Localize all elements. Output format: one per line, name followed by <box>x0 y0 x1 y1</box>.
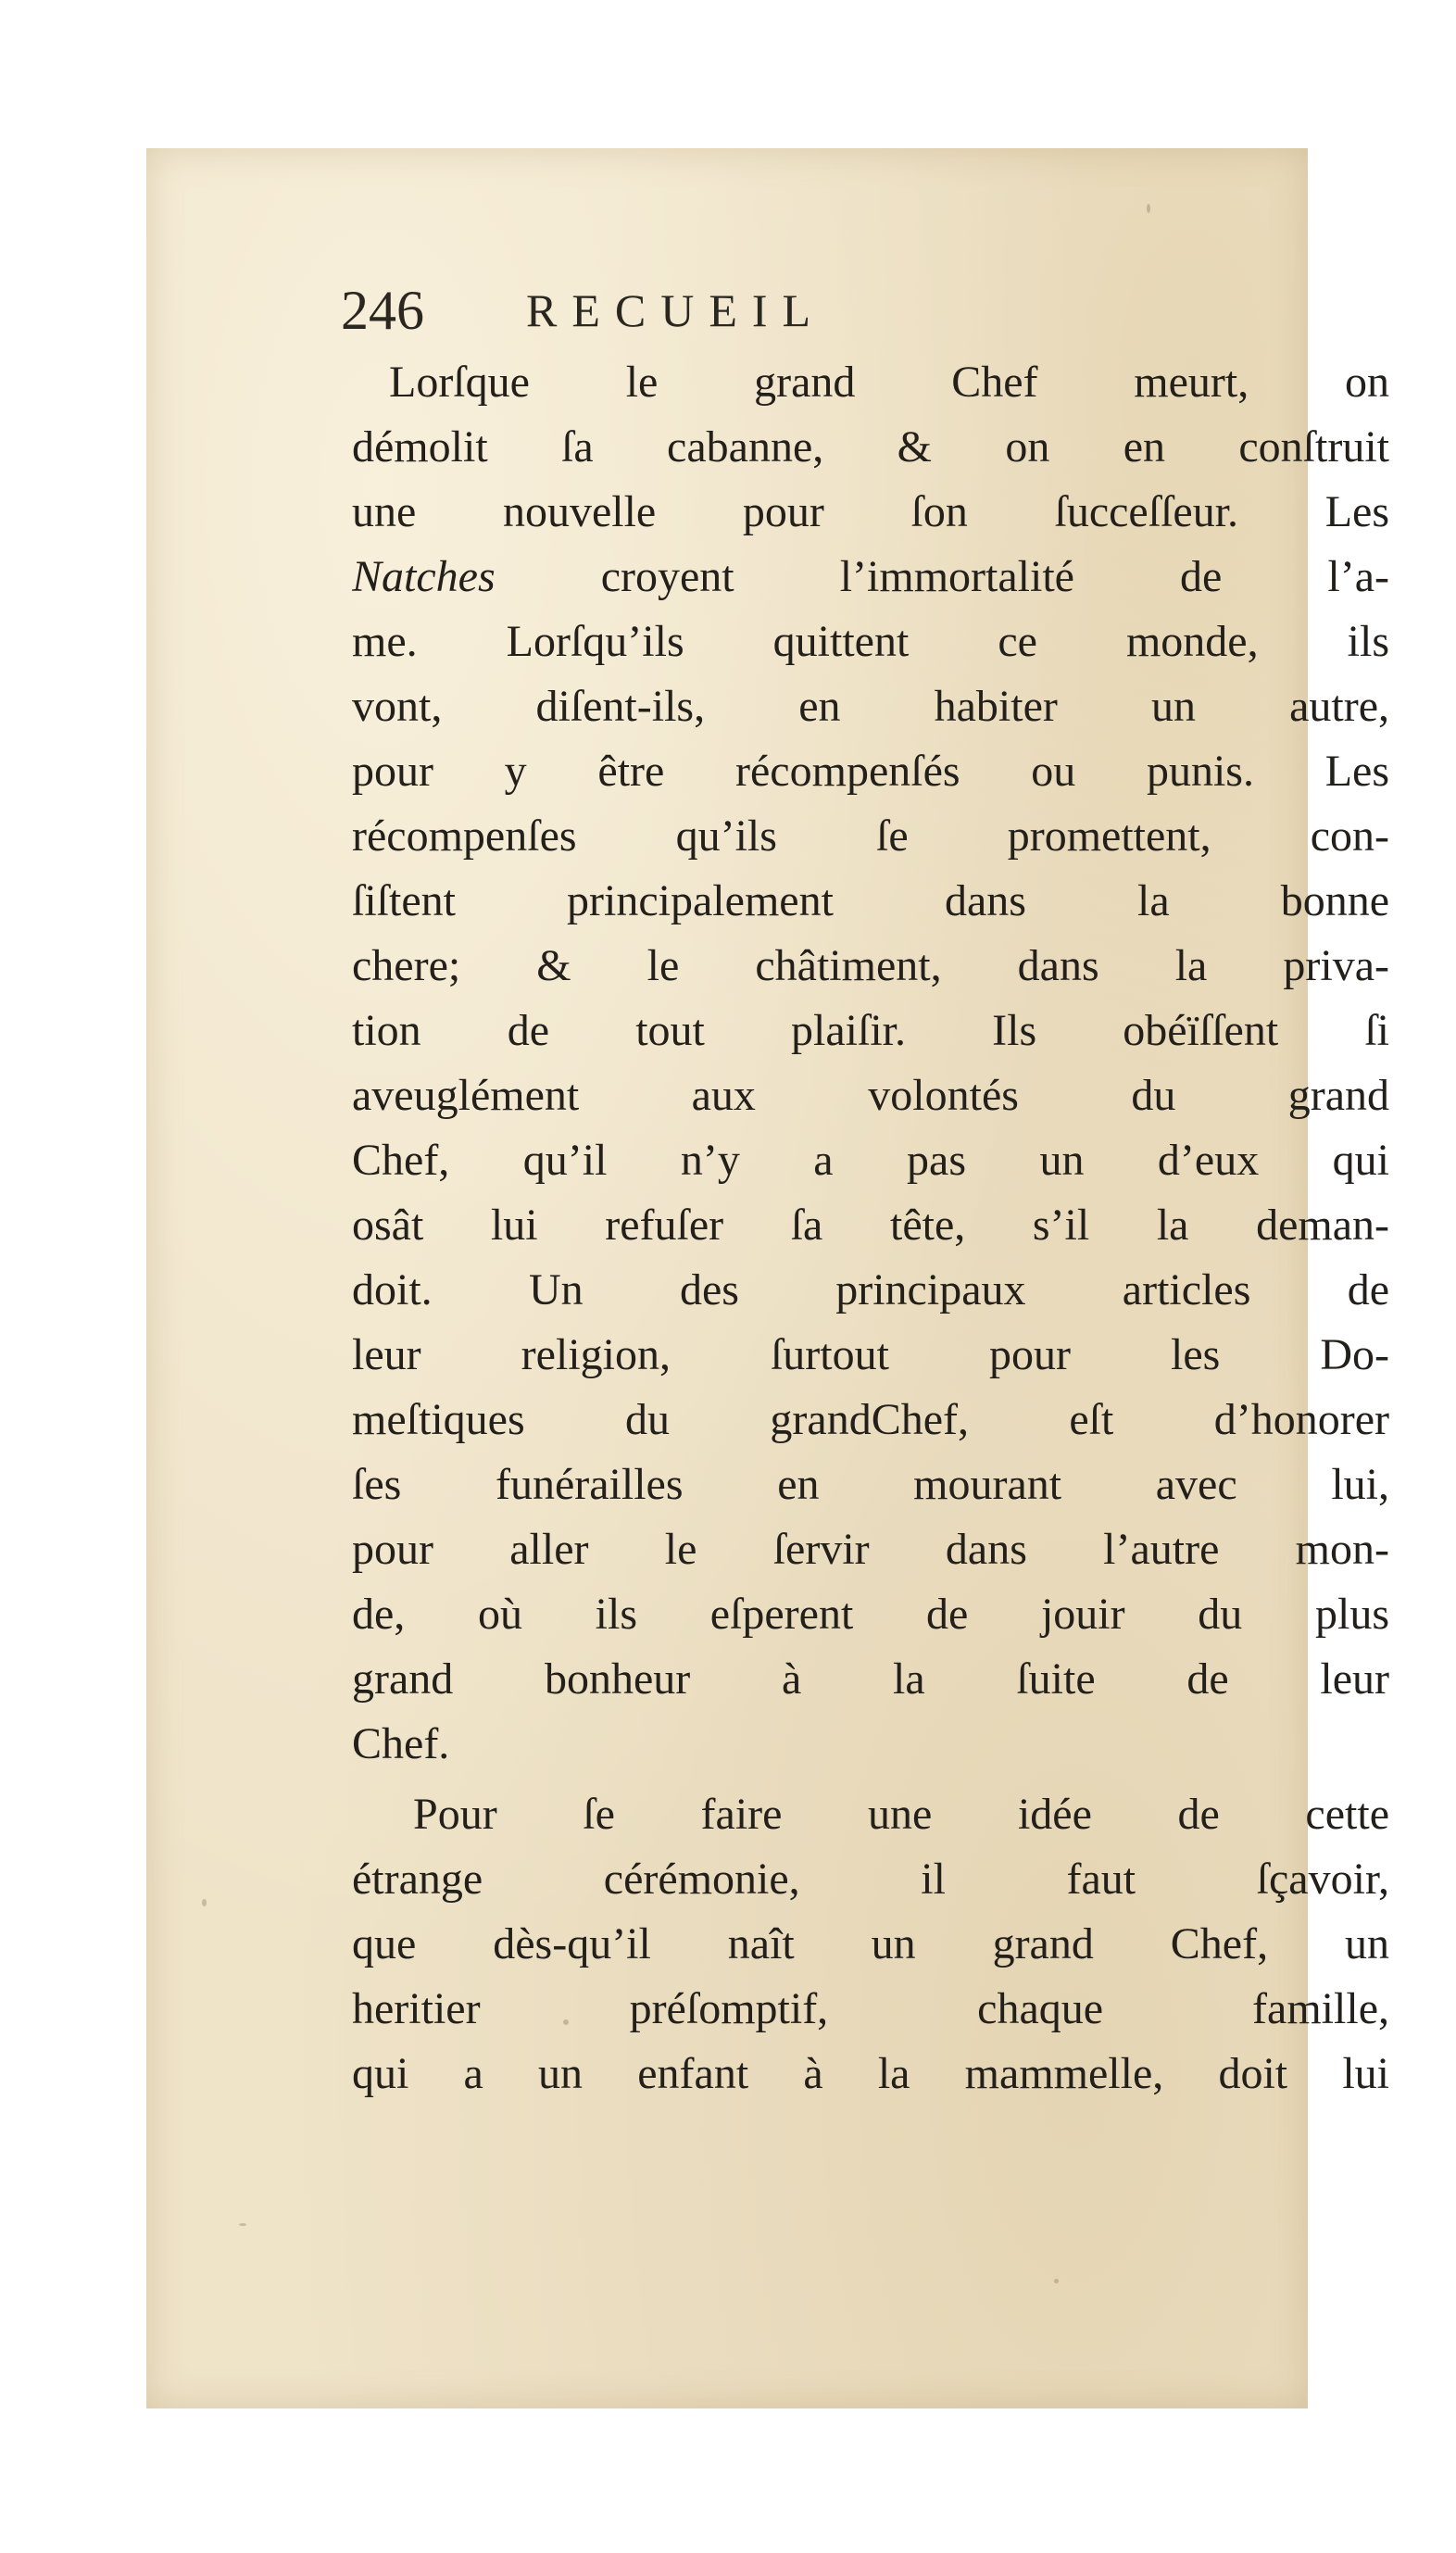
text-line: de, où ils eſperent de jouir du plus <box>352 1590 1389 1639</box>
text-line: leur religion, ſurtout pour les Do- <box>352 1330 1389 1379</box>
text-line: doit. Un des principaux articles de <box>352 1265 1389 1314</box>
text-line: qui a un enfant à la mammelle, doit lui <box>352 2049 1389 2098</box>
page-number: 246 <box>341 280 424 341</box>
text-line: démolit ſa cabanne, & on en conſtruit <box>352 422 1389 472</box>
paragraph-1 <box>352 350 1389 1777</box>
text-line: meſtiques du grandChef, eſt d’honorer <box>352 1395 1389 1444</box>
text-line: ſiſtent principalement dans la bonne <box>352 876 1389 925</box>
text-line: Natches croyent l’immortalité de l’a- <box>352 552 1389 601</box>
text-line: Chef, qu’il n’y a pas un d’eux qui <box>352 1136 1389 1185</box>
running-title: RECUEIL <box>526 284 826 336</box>
paper-speck <box>1147 204 1150 213</box>
body-text <box>352 350 1389 2107</box>
text-line: récompenſes qu’ils ſe promettent, con- <box>352 811 1389 861</box>
book-page <box>146 148 1389 2408</box>
text-line: osât lui refuſer ſa tête, s’il la deman- <box>352 1201 1389 1250</box>
text-line: pour y être récompenſés ou punis. Les <box>352 747 1389 796</box>
text-line: heritier préſomptif, chaque famille, <box>352 1984 1389 2033</box>
paper-speck <box>1054 2279 1059 2283</box>
text-line: grand bonheur à la ſuite de leur <box>352 1654 1389 1704</box>
text-line: Chef. <box>352 1719 450 1768</box>
text-line: pour aller le ſervir dans l’autre mon- <box>352 1525 1389 1574</box>
text-line: vont, diſent-ils, en habiter un autre, <box>352 682 1389 731</box>
paper-speck <box>239 2223 246 2226</box>
text-line: étrange cérémonie, il faut ſçavoir, <box>352 1855 1389 1904</box>
text-line: une nouvelle pour ſon ſucceſſeur. Les <box>352 487 1389 536</box>
paragraph-2 <box>352 1782 1389 2107</box>
text-line: tion de tout plaiſir. Ils obéïſſent ſi <box>352 1006 1389 1055</box>
page-header <box>341 273 1137 347</box>
text-line: aveuglément aux volontés du grand <box>352 1071 1389 1120</box>
text-line: Pour ſe faire une idée de cette <box>413 1790 1389 1839</box>
paper-speck <box>202 1899 207 1906</box>
text-line: chere; & le châtiment, dans la priva- <box>352 941 1389 990</box>
italic-word: Natches <box>352 552 496 601</box>
text-line: ſes funérailles en mourant avec lui, <box>352 1460 1389 1509</box>
text-line: Lorſque le grand Chef meurt, on <box>389 358 1389 407</box>
text-line: que dès-qu’il naît un grand Chef, un <box>352 1919 1389 1968</box>
text-line: me. Lorſqu’ils quittent ce monde, ils <box>352 617 1389 666</box>
